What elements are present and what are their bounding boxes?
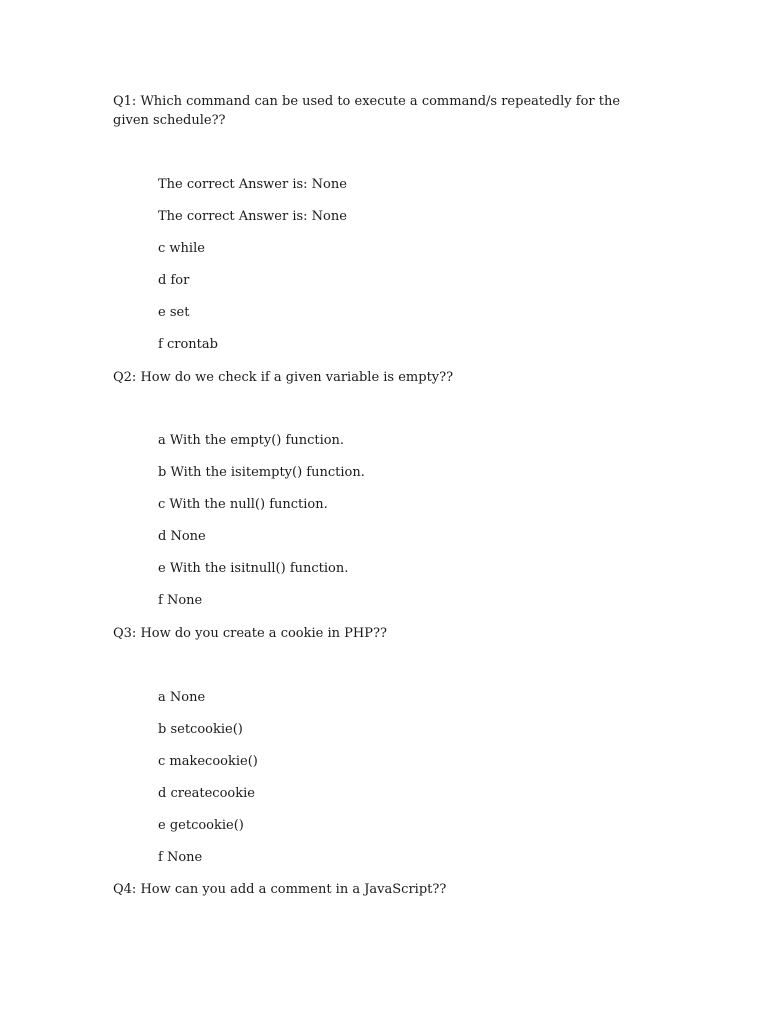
question-4-text: Q4: How can you add a comment in a JavaScript??: [113, 882, 447, 897]
question-2-option-1: a With the empty() function.: [158, 433, 345, 448]
question-1-option-5: e set: [158, 305, 190, 320]
question-3-option-6: f None: [158, 850, 203, 865]
question-3-text: Q3: How do you create a cookie in PHP??: [113, 626, 387, 641]
question-1-option-6: f crontab: [158, 337, 218, 352]
question-1-option-3: c while: [158, 241, 205, 256]
question-2-option-6: f None: [158, 593, 203, 608]
question-2-option-3: c With the null() function.: [158, 497, 328, 512]
question-3-option-3: c makecookie(): [158, 754, 258, 769]
question-2-option-4: d None: [158, 529, 206, 544]
question-3-option-1: a None: [158, 690, 206, 705]
question-2-text: Q2: How do we check if a given variable is empty??: [113, 370, 454, 385]
question-1-option-2: The correct Answer is: None: [158, 209, 347, 224]
question-1-option-1: The correct Answer is: None: [158, 177, 347, 192]
question-3-option-4: d createcookie: [158, 786, 255, 801]
question-1-text: Q1: Which command can be used to execute a command/s repeatedly for the given schedule??: [113, 94, 621, 128]
question-2-option-2: b With the isitempty() function.: [158, 465, 365, 480]
question-2-option-5: e With the isitnull() function.: [158, 561, 349, 576]
question-1-option-4: d for: [158, 273, 190, 288]
question-3-option-5: e getcookie(): [158, 818, 244, 833]
question-3-option-2: b setcookie(): [158, 722, 243, 737]
